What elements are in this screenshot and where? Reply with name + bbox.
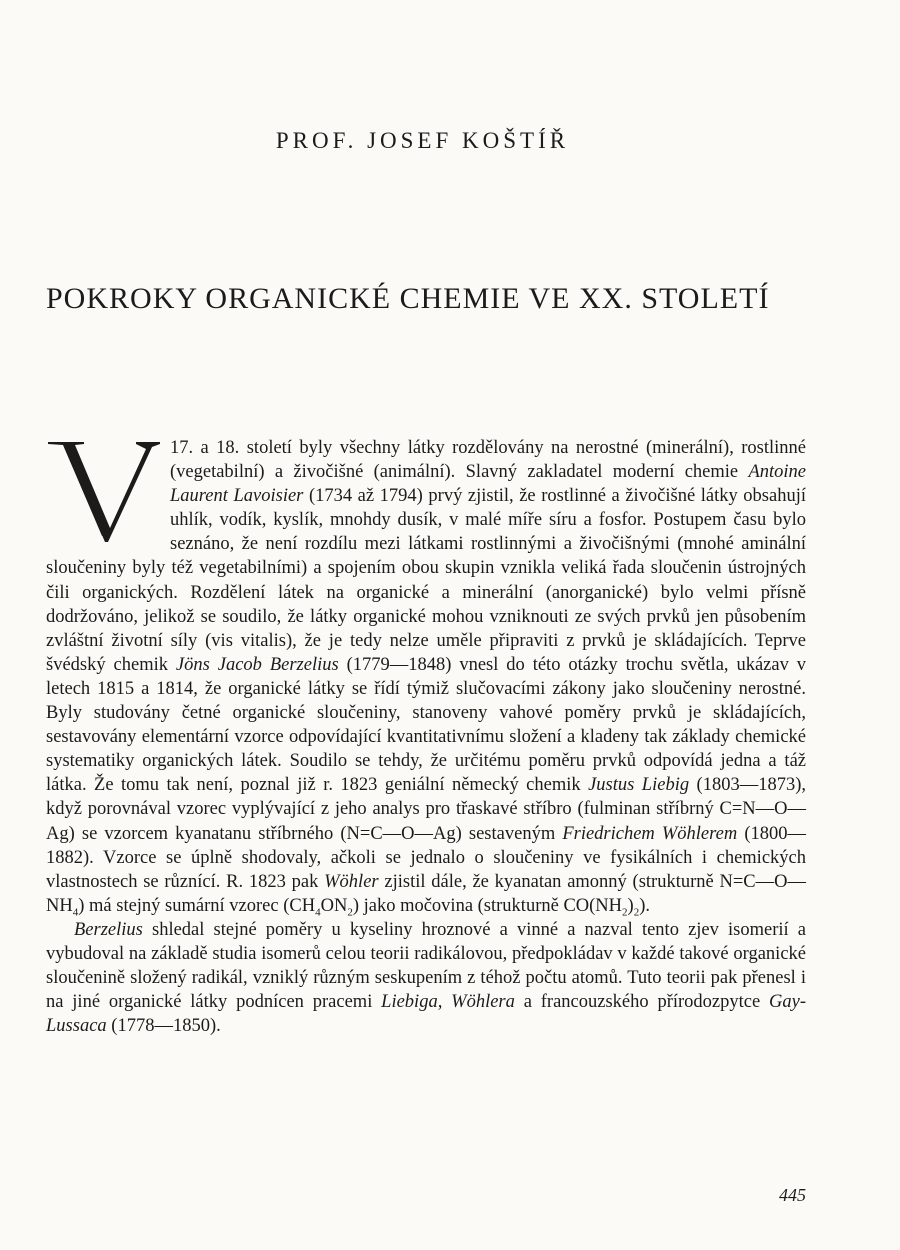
dropcap-glyph	[42, 436, 164, 542]
subscript: 2	[347, 906, 353, 919]
italic-name: Jöns Jacob Berzelius	[175, 654, 339, 675]
subscript: 4	[315, 906, 321, 919]
text-run: 17. a 18. století byly všechny látky rozdělovány na nerostné (minerální), rostlinné (vegetabilní) a živočišné (animální). Slavný zakladatel moderní chemie	[170, 438, 806, 483]
text-run: (1778—1850).	[106, 1016, 221, 1037]
text-run: (1734 až 1794) prvý zjistil, že rostlinné a živočišné látky obsahují uhlík, vodík, kyslík, mnohdy dusík, v malé míře síru a fosfor. Postupem času bylo seznáno, že není rozdílu mezi látkami rostlinnými a živočišnými (mnohé aminální sloučeniny byly též vegetabilními) a spojením obou skupin vznikla veliká řada sloučenin ústrojných čili organických. Rozdělení látek na organické a minerální (anorganické) bylo velmi přísně dodržováno, jelikož se soudilo, že látky organické mohou vzniknouti ze svých prvků jen působením zvláštní životní síly (vis vitalis), že je tedy nelze uměle připraviti z prvků je skládajících. Teprve švédský chemik	[46, 486, 806, 675]
italic-name: Wöhler	[324, 871, 379, 892]
article-body	[46, 436, 806, 1038]
subscript: 4	[72, 906, 79, 919]
paragraph-2	[46, 918, 806, 1038]
author-name: PROF. JOSEF KOŠTÍŘ	[275, 128, 570, 153]
text-run: ) má stejný sumární vzorec (CH	[78, 895, 316, 916]
italic-name: Liebiga, Wöhlera	[381, 992, 515, 1013]
text-run: ON	[320, 895, 348, 916]
text-run: ).	[639, 895, 650, 916]
italic-name: Antoine Laurent Lavoisier	[170, 462, 806, 507]
text-run: shledal stejné poměry u kyseliny hroznové a vinné a nazval tento zjev isomerií a vybudoval na základě studia isomerů celou teorii radikálovou, předpokládav v každé takové organické sloučenině složený radikál, vzniklý různým seskupením z téhož počtu atomů. Tuto teorii pak přenesl i na jiné organické látky podnícen pracemi	[46, 919, 806, 1013]
text-run: a francouzského přírodozpytce	[514, 992, 770, 1013]
subscript: 2	[622, 906, 628, 919]
italic-name: Justus Liebig	[588, 775, 690, 796]
subscript: 2	[633, 906, 640, 919]
article-title: POKROKY ORGANICKÉ CHEMIE VE XX. STOLETÍ	[46, 282, 770, 315]
italic-name: Berzelius	[74, 919, 143, 940]
text-run: (1779—1848) vnesl do této otázky trochu světla, ukázav v letech 1815 a 1814, že organické látky se řídí týmiž slučovacími zákony jako sloučeniny nerostné. Byly studovány četné organické sloučeniny, stanoveny vahové poměry prvků je skládajících, sestavovány elementární vzorce odpovídající kvantitativnímu složení a kladeny tak základy chemické systematiky organických látek. Soudilo se tehdy, že určitému poměru prvků odpovídá jedna a táž látka. Že tomu tak není, poznal již r. 1823 geniální německý chemik	[46, 654, 807, 796]
text-run: ) jako močovina (strukturně CO(NH	[352, 895, 623, 916]
text-run: (1803—1873), když porovnával vzorec vyplývající z jeho analys pro třaskavé stříbro (fulminan stříbrný C=N—O—Ag) se vzorcem kyanatanu stříbrného (N=C—O—Ag) sestaveným	[46, 775, 806, 844]
text-run: (1800—1882). Vzorce se úplně shodovaly, ačkoli se jednalo o sloučeniny ve fysikálních i chemických vlastnostech se různící. R. 1823 pak	[46, 823, 806, 892]
dropcap-letter-v	[42, 436, 164, 542]
italic-name: Friedrichem Wöhlerem	[562, 823, 738, 844]
text-run: zjistil dále, že kyanatan amonný (strukturně N=C—O—NH	[46, 871, 806, 916]
italic-name: Gay-Lussaca	[46, 992, 806, 1037]
page-number: 445	[779, 1185, 806, 1205]
text-run: )	[627, 895, 634, 916]
